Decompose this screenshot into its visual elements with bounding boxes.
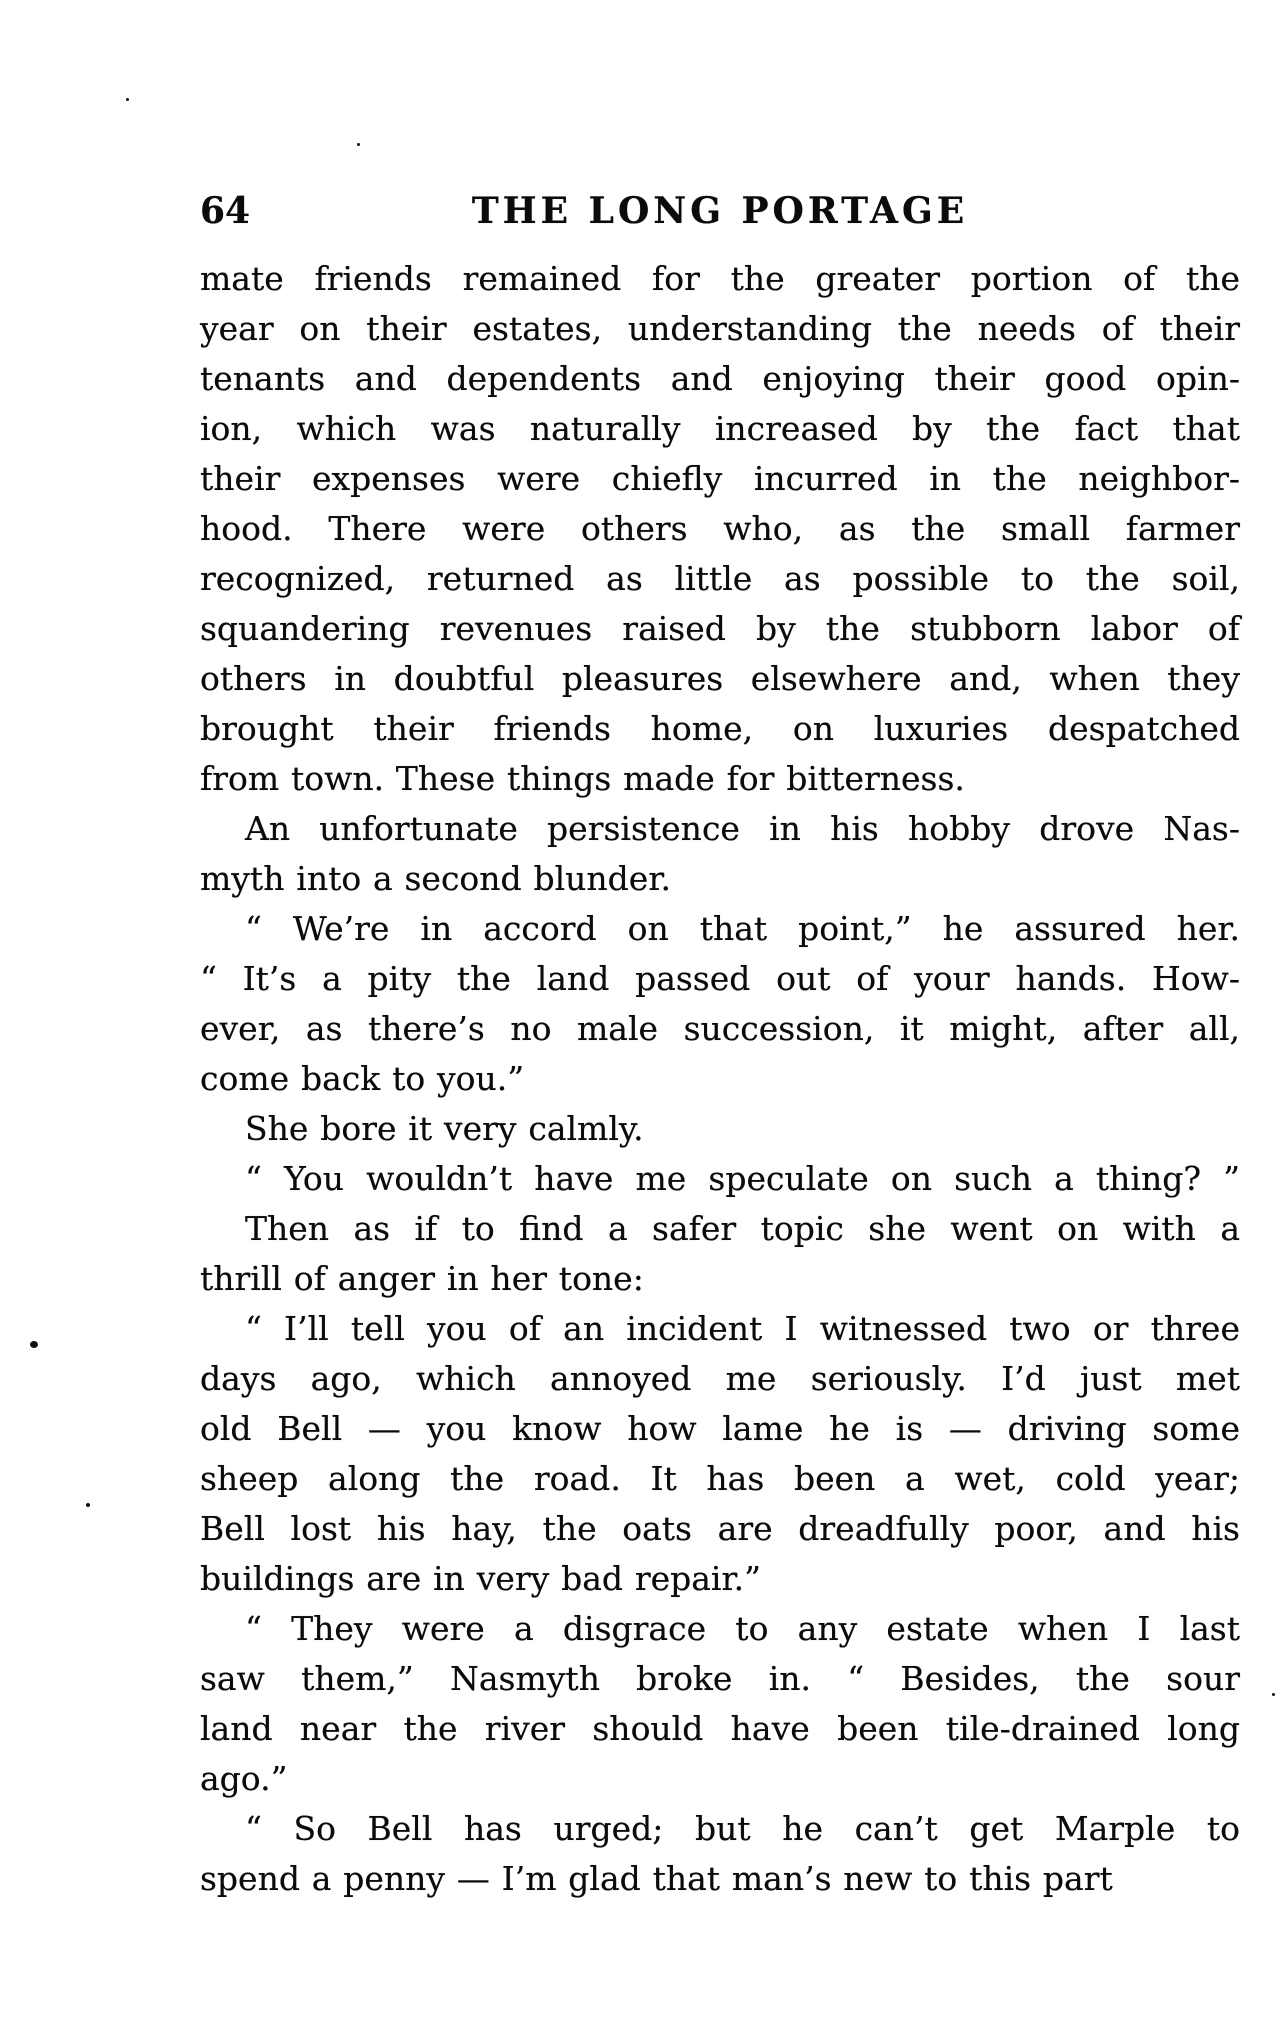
- text-line: hood. There were others who, as the small farmer: [200, 509, 1240, 548]
- text-line: mate friends remained for the greater portion of the: [200, 259, 1240, 298]
- text-line: come back to you.”: [200, 1059, 525, 1098]
- text-line: Then as if to find a safer topic she went on with a: [245, 1209, 1240, 1248]
- text-line: thrill of anger in her tone:: [200, 1259, 644, 1298]
- scan-speck: [30, 1341, 38, 1348]
- text-line: others in doubtful pleasures elsewhere and, when they: [200, 659, 1240, 698]
- text-line: “ So Bell has urged; but he can’t get Marple to: [245, 1809, 1240, 1848]
- text-line: from town. These things made for bitterness.: [200, 759, 965, 798]
- text-line: ago.”: [200, 1759, 288, 1798]
- text-line: squandering revenues raised by the stubborn labor of: [200, 609, 1240, 648]
- text-line: ever, as there’s no male succession, it might, after all,: [200, 1009, 1240, 1048]
- scan-speck: [357, 143, 360, 146]
- scan-speck: [86, 1503, 90, 1507]
- text-line: recognized, returned as little as possible to the soil,: [200, 559, 1240, 598]
- scan-speck: [126, 98, 129, 101]
- text-line: “ They were a disgrace to any estate when I last: [245, 1609, 1240, 1648]
- text-line: land near the river should have been tile-drained long: [200, 1709, 1240, 1748]
- text-line: brought their friends home, on luxuries despatched: [200, 709, 1240, 748]
- text-line: “ It’s a pity the land passed out of your hands. How-: [200, 959, 1240, 998]
- text-line: buildings are in very bad repair.”: [200, 1559, 761, 1598]
- text-line: ion, which was naturally increased by the fact that: [200, 409, 1240, 448]
- text-line: myth into a second blunder.: [200, 859, 671, 898]
- page-number: 64: [200, 190, 251, 232]
- text-line: their expenses were chiefly incurred in the neighbor-: [200, 459, 1240, 498]
- text-line: tenants and dependents and enjoying their good opin-: [200, 359, 1240, 398]
- page-body-text: [200, 254, 1240, 1904]
- text-line: “ We’re in accord on that point,” he assured her.: [245, 909, 1240, 948]
- text-line: Bell lost his hay, the oats are dreadfully poor, and his: [200, 1509, 1240, 1548]
- text-line: “ I’ll tell you of an incident I witnessed two or three: [245, 1309, 1240, 1348]
- text-line: spend a penny — I’m glad that man’s new to this part: [200, 1859, 1113, 1898]
- text-line: “ You wouldn’t have me speculate on such a thing? ”: [245, 1159, 1240, 1198]
- text-line: She bore it very calmly.: [245, 1109, 644, 1148]
- text-line: An unfortunate persistence in his hobby drove Nas-: [245, 809, 1240, 848]
- text-line: saw them,” Nasmyth broke in. “ Besides, the sour: [200, 1659, 1240, 1698]
- text-line: sheep along the road. It has been a wet, cold year;: [200, 1459, 1240, 1498]
- text-line: old Bell — you know how lame he is — driving some: [200, 1409, 1240, 1448]
- text-line: year on their estates, understanding the needs of their: [200, 309, 1240, 348]
- text-line: days ago, which annoyed me seriously. I’d just met: [200, 1359, 1240, 1398]
- running-header-title: THE LONG PORTAGE: [471, 190, 969, 232]
- scan-speck: [1272, 1693, 1275, 1696]
